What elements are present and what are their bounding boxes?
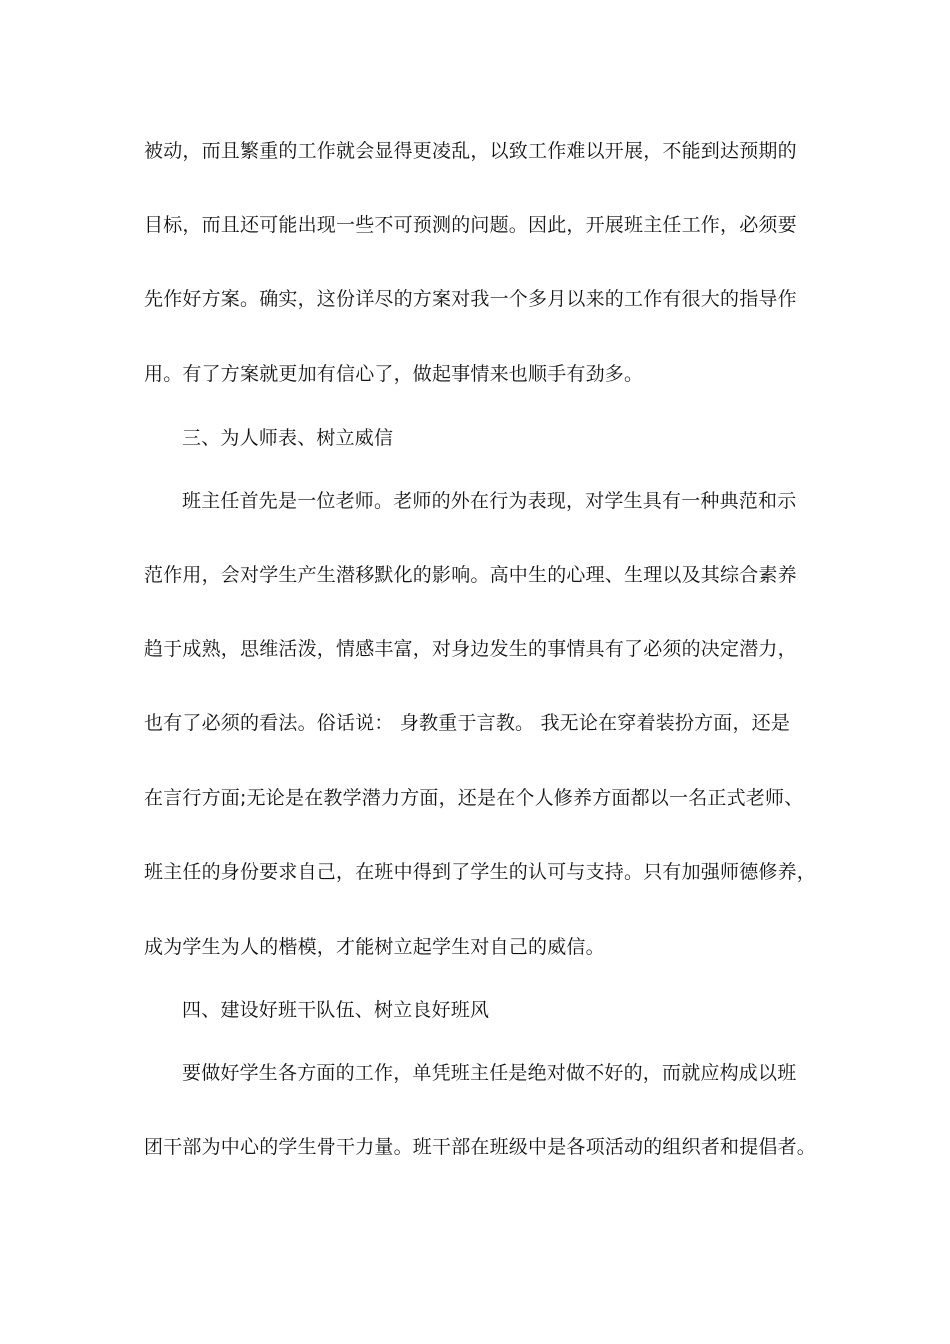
paragraph-line: 成为学生为人的楷模，才能树立起学生对自己的威信。 [144, 936, 605, 958]
paragraph-line: 趋于成熟，思维活泼，情感丰富，对身边发生的事情具有了必须的决定潜力， [144, 638, 797, 660]
paragraph-line: 目标，而且还可能出现一些不可预测的问题。因此，开展班主任工作，必须要 [144, 214, 797, 236]
paragraph-line: 要做好学生各方面的工作，单凭班主任是绝对做不好的，而就应构成以班 [182, 1062, 797, 1084]
section-heading: 四、建设好班干队伍、树立良好班风 [182, 999, 490, 1021]
paragraph-line: 用。有了方案就更加有信心了，做起事情来也顺手有劲多。 [144, 363, 644, 385]
paragraph-line: 范作用，会对学生产生潜移默化的影响。高中生的心理、生理以及其综合素养 [144, 564, 797, 586]
section-heading: 三、为人师表、树立威信 [182, 427, 394, 449]
paragraph-line: 班主任的身份要求自己，在班中得到了学生的认可与支持。只有加强师德修养， [144, 861, 817, 883]
paragraph-line: 先作好方案。确实，这份详尽的方案对我一个多月以来的工作有很大的指导作 [144, 288, 797, 310]
paragraph-line: 班主任首先是一位老师。老师的外在行为表现，对学生具有一种典范和示 [182, 490, 797, 512]
paragraph-line: 被动，而且繁重的工作就会显得更凌乱，以致工作难以开展，不能到达预期的 [144, 140, 797, 162]
paragraph-line: 在言行方面;无论是在教学潜力方面，还是在个人修养方面都以一名正式老师、 [144, 787, 804, 809]
paragraph-line: 团干部为中心的学生骨干力量。班干部在班级中是各项活动的组织者和提倡者。 [144, 1136, 817, 1158]
paragraph-line: 也有了必须的看法。俗话说： 身教重于言教。 我无论在穿着装扮方面，还是 [144, 712, 791, 734]
